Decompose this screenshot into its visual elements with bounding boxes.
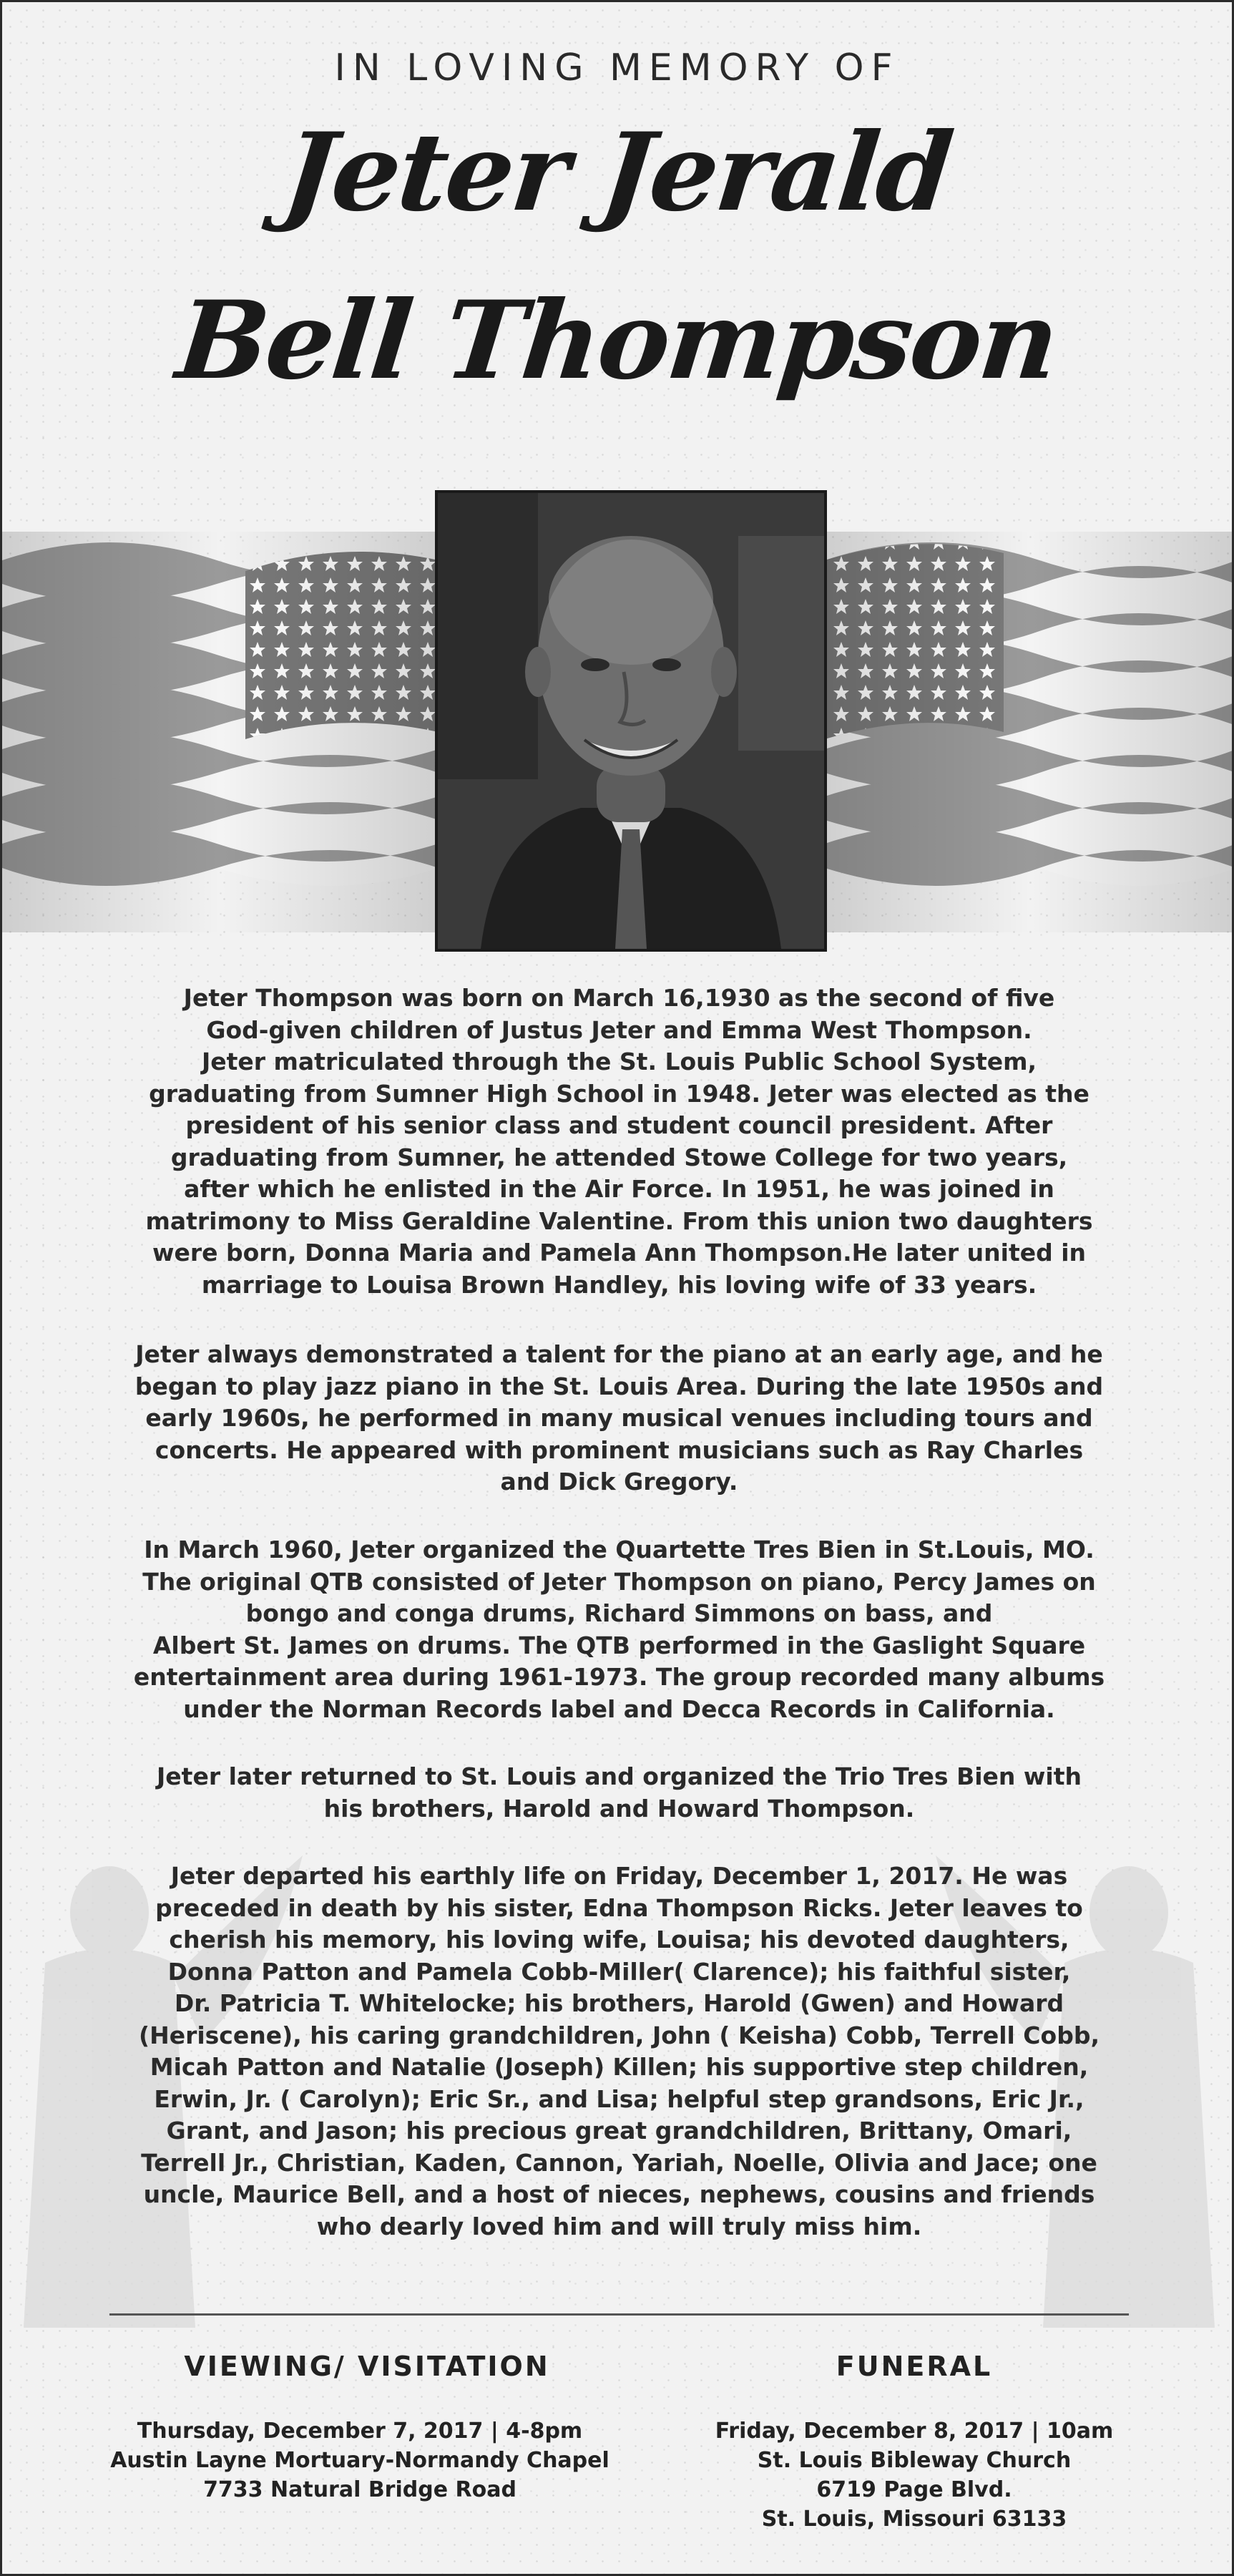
obituary-paragraph-early-life (102, 982, 1136, 1301)
obituary-line: began to play jazz piano in the St. Louis Area. During the late 1950s and (134, 1372, 1104, 1400)
obituary-line: matrimony to Miss Geraldine Valentine. From this union two daughters (145, 1206, 1093, 1235)
obituary-line: and Dick Gregory. (500, 1468, 738, 1496)
obituary-line: graduating from Sumner, he attended Stowe College for two years, (170, 1143, 1068, 1171)
deceased-name-first-line: Jeter Jerald (277, 109, 957, 235)
obituary-line: entertainment area during 1961-1973. The group recorded many albums (133, 1663, 1105, 1691)
obituary-line: after which he enlisted in the Air Force. In 1951, he was joined in (184, 1175, 1054, 1203)
obituary-line: his brothers, Harold and Howard Thompson. (323, 1794, 915, 1823)
obituary-line: Micah Patton and Natalie (Joseph) Killen; his supportive step children, (150, 2053, 1089, 2081)
obituary-paragraph-trio (102, 1761, 1136, 1825)
obituary-line: Jeter later returned to St. Louis and organized the Trio Tres Bien with (157, 1762, 1082, 1790)
funeral-city: St. Louis, Missouri 63133 (761, 2507, 1067, 2532)
obituary-line: bongo and conga drums, Richard Simmons on bass, and (245, 1599, 993, 1627)
deceased-name-second-line: Bell Thompson (171, 278, 1063, 404)
obituary-line: (Heriscene), his caring grandchildren, John ( Keisha) Cobb, Terrell Cobb, (139, 2021, 1100, 2049)
obituary-line: The original QTB consisted of Jeter Thompson on piano, Percy James on (142, 1567, 1096, 1596)
section-divider (109, 2313, 1129, 2316)
obituary-line: Terrell Jr., Christian, Kaden, Cannon, Yariah, Noelle, Olivia and Jace; one (141, 2148, 1097, 2177)
funeral-title: FUNERAL (836, 2351, 993, 2382)
obituary-line: Dr. Patricia T. Whitelocke; his brothers, Harold (Gwen) and Howard (174, 1989, 1064, 2017)
memorial-heading: IN LOVING MEMORY OF (334, 47, 900, 89)
obituary-line: Erwin, Jr. ( Carolyn); Eric Sr., and Lisa; helpful step grandsons, Eric Jr., (154, 2084, 1084, 2113)
obituary-paragraph-quartette (102, 1534, 1136, 1725)
obituary-line: president of his senior class and student council president. After (185, 1111, 1053, 1139)
obituary-line: were born, Donna Maria and Pamela Ann Thompson.He later united in (152, 1239, 1087, 1267)
viewing-title: VIEWING/ VISITATION (184, 2351, 550, 2382)
obituary-line: uncle, Maurice Bell, and a host of nieces, nephews, cousins and friends (143, 2180, 1095, 2208)
obituary-line: concerts. He appeared with prominent musicians such as Ray Charles (155, 1435, 1084, 1464)
obituary-line: Donna Patton and Pamela Cobb-Miller( Clarence); his faithful sister, (167, 1957, 1071, 1986)
obituary-line: Jeter departed his earthly life on Friday, December 1, 2017. He was (170, 1862, 1068, 1890)
viewing-address: 7733 Natural Bridge Road (203, 2477, 516, 2502)
obituary-line: who dearly loved him and will truly miss him. (316, 2212, 922, 2240)
obituary-line: Jeter matriculated through the St. Louis Public School System, (201, 1048, 1037, 1075)
viewing-details (81, 2416, 639, 2504)
obituary-line: Albert St. James on drums. The QTB performed in the Gaslight Square (152, 1631, 1086, 1659)
obituary-line: God-given children of Justus Jeter and Emma West Thompson. (206, 1015, 1032, 1044)
viewing-location: Austin Layne Mortuary-Normandy Chapel (110, 2448, 609, 2473)
funeral-location: St. Louis Bibleway Church (757, 2448, 1072, 2473)
obituary-line: Jeter Thompson was born on March 16,1930 as the second of five (183, 984, 1055, 1012)
obituary-line: early 1960s, he performed in many musical venues including tours and (145, 1404, 1093, 1432)
obituary-paragraph-survivors (102, 1860, 1136, 2243)
funeral-details (675, 2416, 1154, 2534)
obituary-line: under the Norman Records label and Decca Records in California. (183, 1694, 1055, 1723)
obituary-line: Grant, and Jason; his precious great grandchildren, Brittany, Omari, (166, 2117, 1072, 2145)
obituary-line: marriage to Louisa Brown Handley, his loving wife of 33 years. (201, 1270, 1037, 1299)
obituary-paragraph-music (102, 1339, 1136, 1498)
obituary-line: In March 1960, Jeter organized the Quartette Tres Bien in St.Louis, MO. (144, 1536, 1095, 1563)
obituary-line: graduating from Sumner High School in 1948. Jeter was elected as the (149, 1079, 1089, 1108)
portrait-photo (435, 490, 827, 952)
viewing-date-time: Thursday, December 7, 2017 | 4-8pm (137, 2419, 583, 2444)
obituary-line: preceded in death by his sister, Edna Thompson Ricks. Jeter leaves to (155, 1893, 1083, 1922)
funeral-date-time: Friday, December 8, 2017 | 10am (715, 2419, 1114, 2444)
funeral-street: 6719 Page Blvd. (816, 2477, 1012, 2502)
obituary-line: cherish his memory, his loving wife, Louisa; his devoted daughters, (169, 1926, 1069, 1953)
obituary-line: Jeter always demonstrated a talent for the piano at an early age, and he (135, 1340, 1103, 1368)
